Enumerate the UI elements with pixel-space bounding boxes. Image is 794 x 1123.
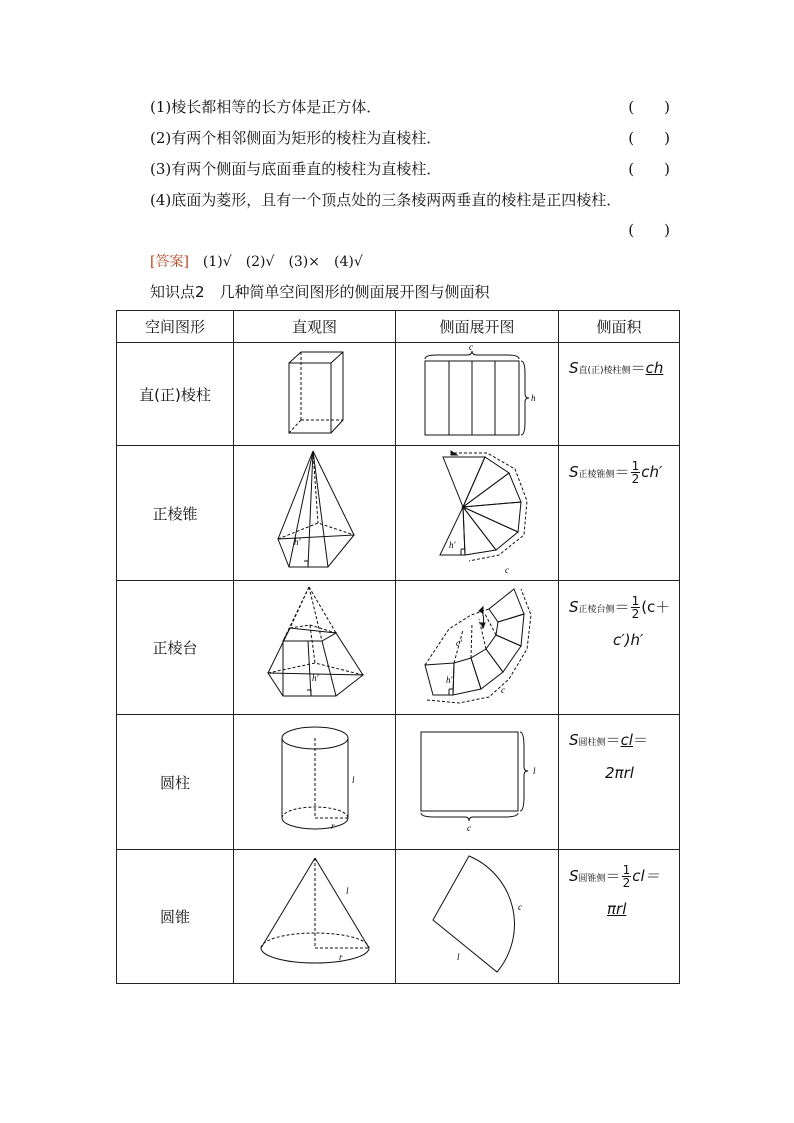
label-c-prime: c′ [456, 637, 462, 648]
label-l: l [533, 766, 536, 776]
frustum-area-formula: S正棱台侧＝ $\frac{1}{2}$ (c＋ c′)h′ [559, 581, 680, 715]
cylinder-diagram [235, 717, 395, 847]
label-h: h [531, 393, 536, 403]
shape-name: 正棱锥 [117, 446, 234, 581]
frustum-figure [234, 581, 396, 715]
cone-net [396, 850, 559, 984]
shape-name: 正棱台 [117, 581, 234, 715]
label-r: r [338, 951, 343, 962]
label-l: l [345, 885, 349, 896]
pyramid-net [396, 446, 559, 581]
label-c: c [467, 823, 471, 833]
prism-diagram [235, 344, 395, 444]
answer-blank: ( ) [628, 221, 670, 239]
frustum-diagram [235, 583, 395, 713]
label-l: l [351, 775, 355, 785]
label-h-prime: h′ [311, 672, 318, 683]
header-area: 侧面积 [559, 311, 680, 343]
answer-tag: [答案] [150, 254, 189, 270]
label-h-prime: h′ [293, 537, 300, 547]
answer-line [150, 251, 363, 271]
answer-blank: ( ) [628, 129, 670, 147]
label-l: l [457, 951, 460, 962]
table-header-row [117, 311, 680, 343]
prism-net [396, 343, 559, 446]
answer-content: (1)√ (2)√ (3)× (4)√ [188, 254, 363, 270]
cylinder-figure [234, 715, 396, 850]
section-title: 知识点2 几种简单空间图形的侧面展开图与侧面积 [150, 283, 490, 301]
statement-4: (4)底面为菱形，且有一个顶点处的三条棱两两垂直的棱柱是正四棱柱． [150, 191, 622, 209]
prism-net-diagram [397, 344, 557, 444]
table-row [117, 343, 680, 446]
cylinder-area-formula: S圆柱侧＝cl＝ 2πrl [559, 715, 680, 850]
cone-diagram [235, 852, 395, 982]
prism-area-formula: S直(正)棱柱侧＝ch [559, 343, 680, 446]
header-shape: 空间图形 [117, 311, 234, 343]
label-r: r [330, 821, 335, 831]
cone-figure [234, 850, 396, 984]
cylinder-net [396, 715, 559, 850]
prism-figure [234, 343, 396, 446]
cone-net-diagram [397, 852, 557, 982]
cylinder-net-diagram [397, 717, 557, 847]
header-view: 直观图 [234, 311, 396, 343]
table-row [117, 850, 680, 984]
shape-name: 直(正)棱柱 [117, 343, 234, 446]
frustum-net-diagram [397, 583, 557, 713]
table-row [117, 715, 680, 850]
label-c: c [505, 565, 509, 575]
pyramid-area-formula: S正棱锥侧＝ $\frac{1}{2}$ ch′ [559, 446, 680, 581]
label-c: c [518, 901, 522, 912]
frustum-net [396, 581, 559, 715]
pyramid-diagram [235, 447, 395, 579]
pyramid-figure [234, 446, 396, 581]
label-h-prime: h′ [446, 674, 453, 685]
lateral-area-table [116, 310, 680, 984]
label-c: c [469, 344, 473, 352]
statement-3: (3)有两个侧面与底面垂直的棱柱为直棱柱． ( ) [150, 160, 670, 178]
table-row [117, 446, 680, 581]
shape-name: 圆锥 [117, 850, 234, 984]
label-h-prime: h′ [449, 540, 456, 550]
shape-name: 圆柱 [117, 715, 234, 850]
cone-area-formula: S圆锥侧＝ $\frac{1}{2}$ cl＝ πrl [559, 850, 680, 984]
answer-blank: ( ) [628, 98, 670, 116]
statement-2: (2)有两个相邻侧面为矩形的棱柱为直棱柱． ( ) [150, 129, 670, 147]
answer-blank: ( ) [628, 160, 670, 178]
label-c: c [501, 684, 505, 695]
pyramid-net-diagram [397, 447, 557, 579]
table-row [117, 581, 680, 715]
statement-1: (1)棱长都相等的长方体是正方体． ( ) [150, 98, 670, 116]
header-net: 侧面展开图 [396, 311, 559, 343]
